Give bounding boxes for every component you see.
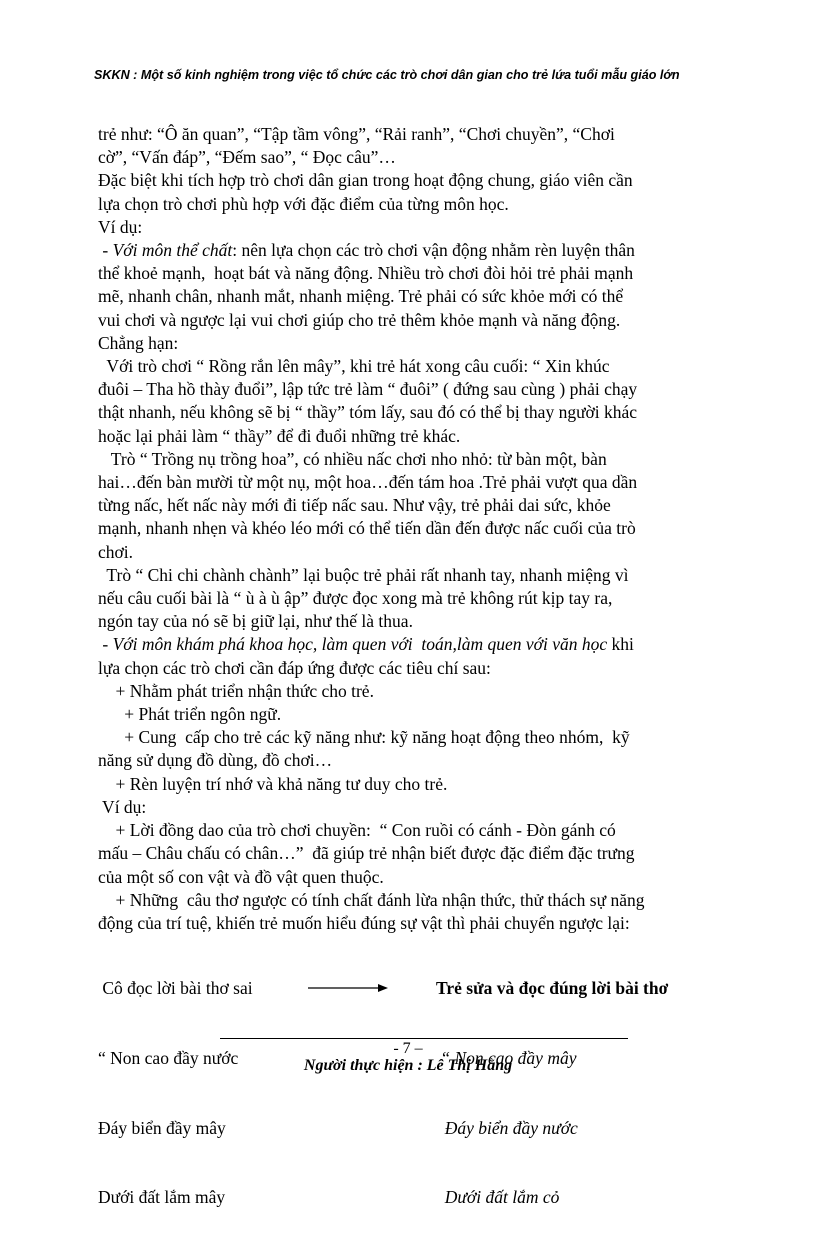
text-line	[98, 332, 738, 355]
line-text: + Rèn luyện trí nhớ và khả năng tư duy cho trẻ.	[98, 773, 448, 794]
text-line	[98, 401, 738, 424]
poem-wrong-line: Đáy biển đầy mây	[98, 1117, 226, 1138]
text-line	[98, 146, 738, 169]
poem-correct-line: Dưới đất lắm cỏ	[436, 1187, 560, 1208]
italic-subject: Với môn khám phá khoa học, làm quen với toán,làm quen với văn học	[112, 634, 608, 655]
text-line	[98, 169, 738, 192]
line-text: trẻ như: “Ô ăn quan”, “Tập tầm vông”, “Rải ranh”, “Chơi chuyền”, “Chơi	[98, 124, 615, 144]
text-line	[98, 309, 738, 332]
text-line	[98, 796, 738, 819]
text-line	[98, 541, 738, 564]
text-line	[98, 425, 738, 448]
text-line	[98, 680, 738, 703]
line-text: Trò “ Trồng nụ trồng hoa”, có nhiều nấc chơi nho nhỏ: từ bàn một, bàn	[98, 448, 607, 469]
line-text: + Những câu thơ ngược có tính chất đánh lừa nhận thức, thử thách sự năng	[98, 889, 645, 910]
text-line	[98, 239, 738, 262]
text-line	[98, 866, 738, 889]
line-text: cờ”, “Vấn đáp”, “Đếm sao”, “ Đọc câu”…	[98, 147, 396, 168]
line-text: năng sử dụng đồ dùng, đồ chơi…	[98, 750, 333, 771]
poem-wrong-column	[98, 931, 253, 1256]
poem-correct-column	[436, 931, 668, 1256]
line-text: khi	[607, 634, 634, 655]
line-text: Ví dụ:	[98, 796, 147, 817]
text-line	[98, 378, 738, 401]
text-line	[98, 216, 738, 239]
line-text: Với trò chơi “ Rồng rắn lên mây”, khi trẻ hát xong câu cuối: “ Xin khúc	[98, 356, 610, 377]
line-text: lựa chọn các trò chơi cần đáp ứng được các tiêu chí sau:	[98, 657, 491, 678]
line-text: lựa chọn trò chơi phù hợp với đặc điểm của từng môn học.	[98, 193, 509, 214]
line-text: từng nấc, hết nấc này mới đi tiếp nấc sau. Như vậy, trẻ phải dai sức, khỏe	[98, 495, 611, 516]
poem-correct-line: “ Non cao đầy mây	[436, 1048, 577, 1069]
text-line	[98, 285, 738, 308]
text-line	[98, 703, 738, 726]
line-prefix: -	[98, 634, 113, 655]
text-line	[98, 494, 738, 517]
text-line	[98, 193, 738, 216]
text-line	[98, 633, 738, 656]
line-text: động của trí tuệ, khiến trẻ muốn hiểu đúng sự vật thì phải chuyển ngược lại:	[98, 912, 630, 933]
line-text: vui chơi và ngược lại vui chơi giúp cho trẻ thêm khỏe mạnh và năng động.	[98, 309, 621, 330]
text-line	[98, 726, 738, 749]
text-line	[98, 819, 738, 842]
line-text: mẽ, nhanh chân, nhanh mắt, nhanh miệng. Trẻ phải có sức khỏe mới có thể	[98, 286, 624, 307]
line-text: Đặc biệt khi tích hợp trò chơi dân gian trong hoạt động chung, giáo viên cần	[98, 170, 633, 191]
text-line	[98, 749, 738, 772]
poem-correct-line: Đáy biển đầy nước	[436, 1117, 578, 1138]
line-text: + Cung cấp cho trẻ các kỹ năng như: kỹ năng hoạt động theo nhóm, kỹ	[98, 727, 630, 748]
italic-subject: Với môn thể chất	[112, 240, 233, 261]
text-line	[98, 564, 738, 587]
text-line	[98, 610, 738, 633]
page-number: - 7 –	[393, 1040, 423, 1057]
line-prefix: -	[98, 240, 113, 261]
line-text: : nên lựa chọn các trò chơi vận động nhằm rèn luyện thân	[232, 240, 635, 261]
text-line	[98, 262, 738, 285]
poem-wrong-line: Dưới đất lắm mây	[98, 1187, 226, 1208]
poem-wrong-header: Cô đọc lời bài thơ sai	[98, 978, 253, 999]
poem-correct-header: Trẻ sửa và đọc đúng lời bài thơ	[436, 978, 669, 999]
text-line	[98, 889, 738, 912]
line-text: + Nhằm phát triển nhận thức cho trẻ.	[98, 680, 374, 701]
line-text: thể khoẻ mạnh, hoạt bát và năng động. Nhiều trò chơi đòi hỏi trẻ phải mạnh	[98, 263, 634, 284]
page-header: SKKN : Một số kinh nghiệm trong việc tổ chức các trò chơi dân gian cho trẻ lứa tuổi mẫu giáo lớn	[94, 68, 680, 82]
text-line	[98, 471, 738, 494]
text-line	[98, 517, 738, 540]
line-text: mạnh, nhanh nhẹn và khéo léo mới có thể tiến dần đến được nấc cuối của trò	[98, 518, 636, 539]
line-text: hai…đến bàn mười từ một nụ, một hoa…đến tám hoa .Trẻ phải vượt qua dần	[98, 472, 638, 493]
text-line	[98, 123, 738, 146]
line-text: Trò “ Chi chi chành chành” lại buộc trẻ phải rất nhanh tay, nhanh miệng vì	[98, 564, 629, 585]
line-text: Ví dụ:	[98, 216, 143, 237]
line-text: chơi.	[98, 541, 134, 562]
line-text: hoặc lại phải làm “ thầy” để đi đuổi những trẻ khác.	[98, 425, 461, 446]
line-text: mấu – Châu chấu có chân…” đã giúp trẻ nhận biết được đặc điểm đặc trưng	[98, 843, 635, 864]
text-line	[98, 773, 738, 796]
line-text: thật nhanh, nếu không sẽ bị “ thầy” tóm lấy, sau đó có thể bị thay người khác	[98, 402, 638, 423]
text-line	[98, 657, 738, 680]
footer-author: Người thực hiện : Lê Thị Hằng	[303, 1057, 513, 1074]
line-text: nếu câu cuối bài là “ ù à ù ập” được đọc xong mà trẻ không rút kịp tay ra,	[98, 588, 613, 609]
line-text: ngón tay của nó sẽ bị giữ lại, như thế là thua.	[98, 611, 413, 632]
footer-divider	[220, 1038, 628, 1039]
line-text: đuôi – Tha hồ thày đuổi”, lập tức trẻ làm “ đuôi” ( đứng sau cùng ) phải chạy	[98, 379, 638, 400]
text-line	[98, 448, 738, 471]
line-text: + Phát triển ngôn ngữ.	[98, 704, 282, 725]
text-line	[98, 842, 738, 865]
poem-wrong-line: “ Non cao đầy nước	[98, 1048, 239, 1069]
right-arrow-icon	[308, 982, 388, 994]
line-text: + Lời đồng dao của trò chơi chuyền: “ Con ruồi có cánh - Đòn gánh có	[98, 820, 616, 841]
line-text: Chẳng hạn:	[98, 332, 179, 353]
document-body	[98, 123, 738, 935]
text-line	[98, 355, 738, 378]
text-line	[98, 587, 738, 610]
line-text: của một số con vật và đồ vật quen thuộc.	[98, 866, 384, 887]
